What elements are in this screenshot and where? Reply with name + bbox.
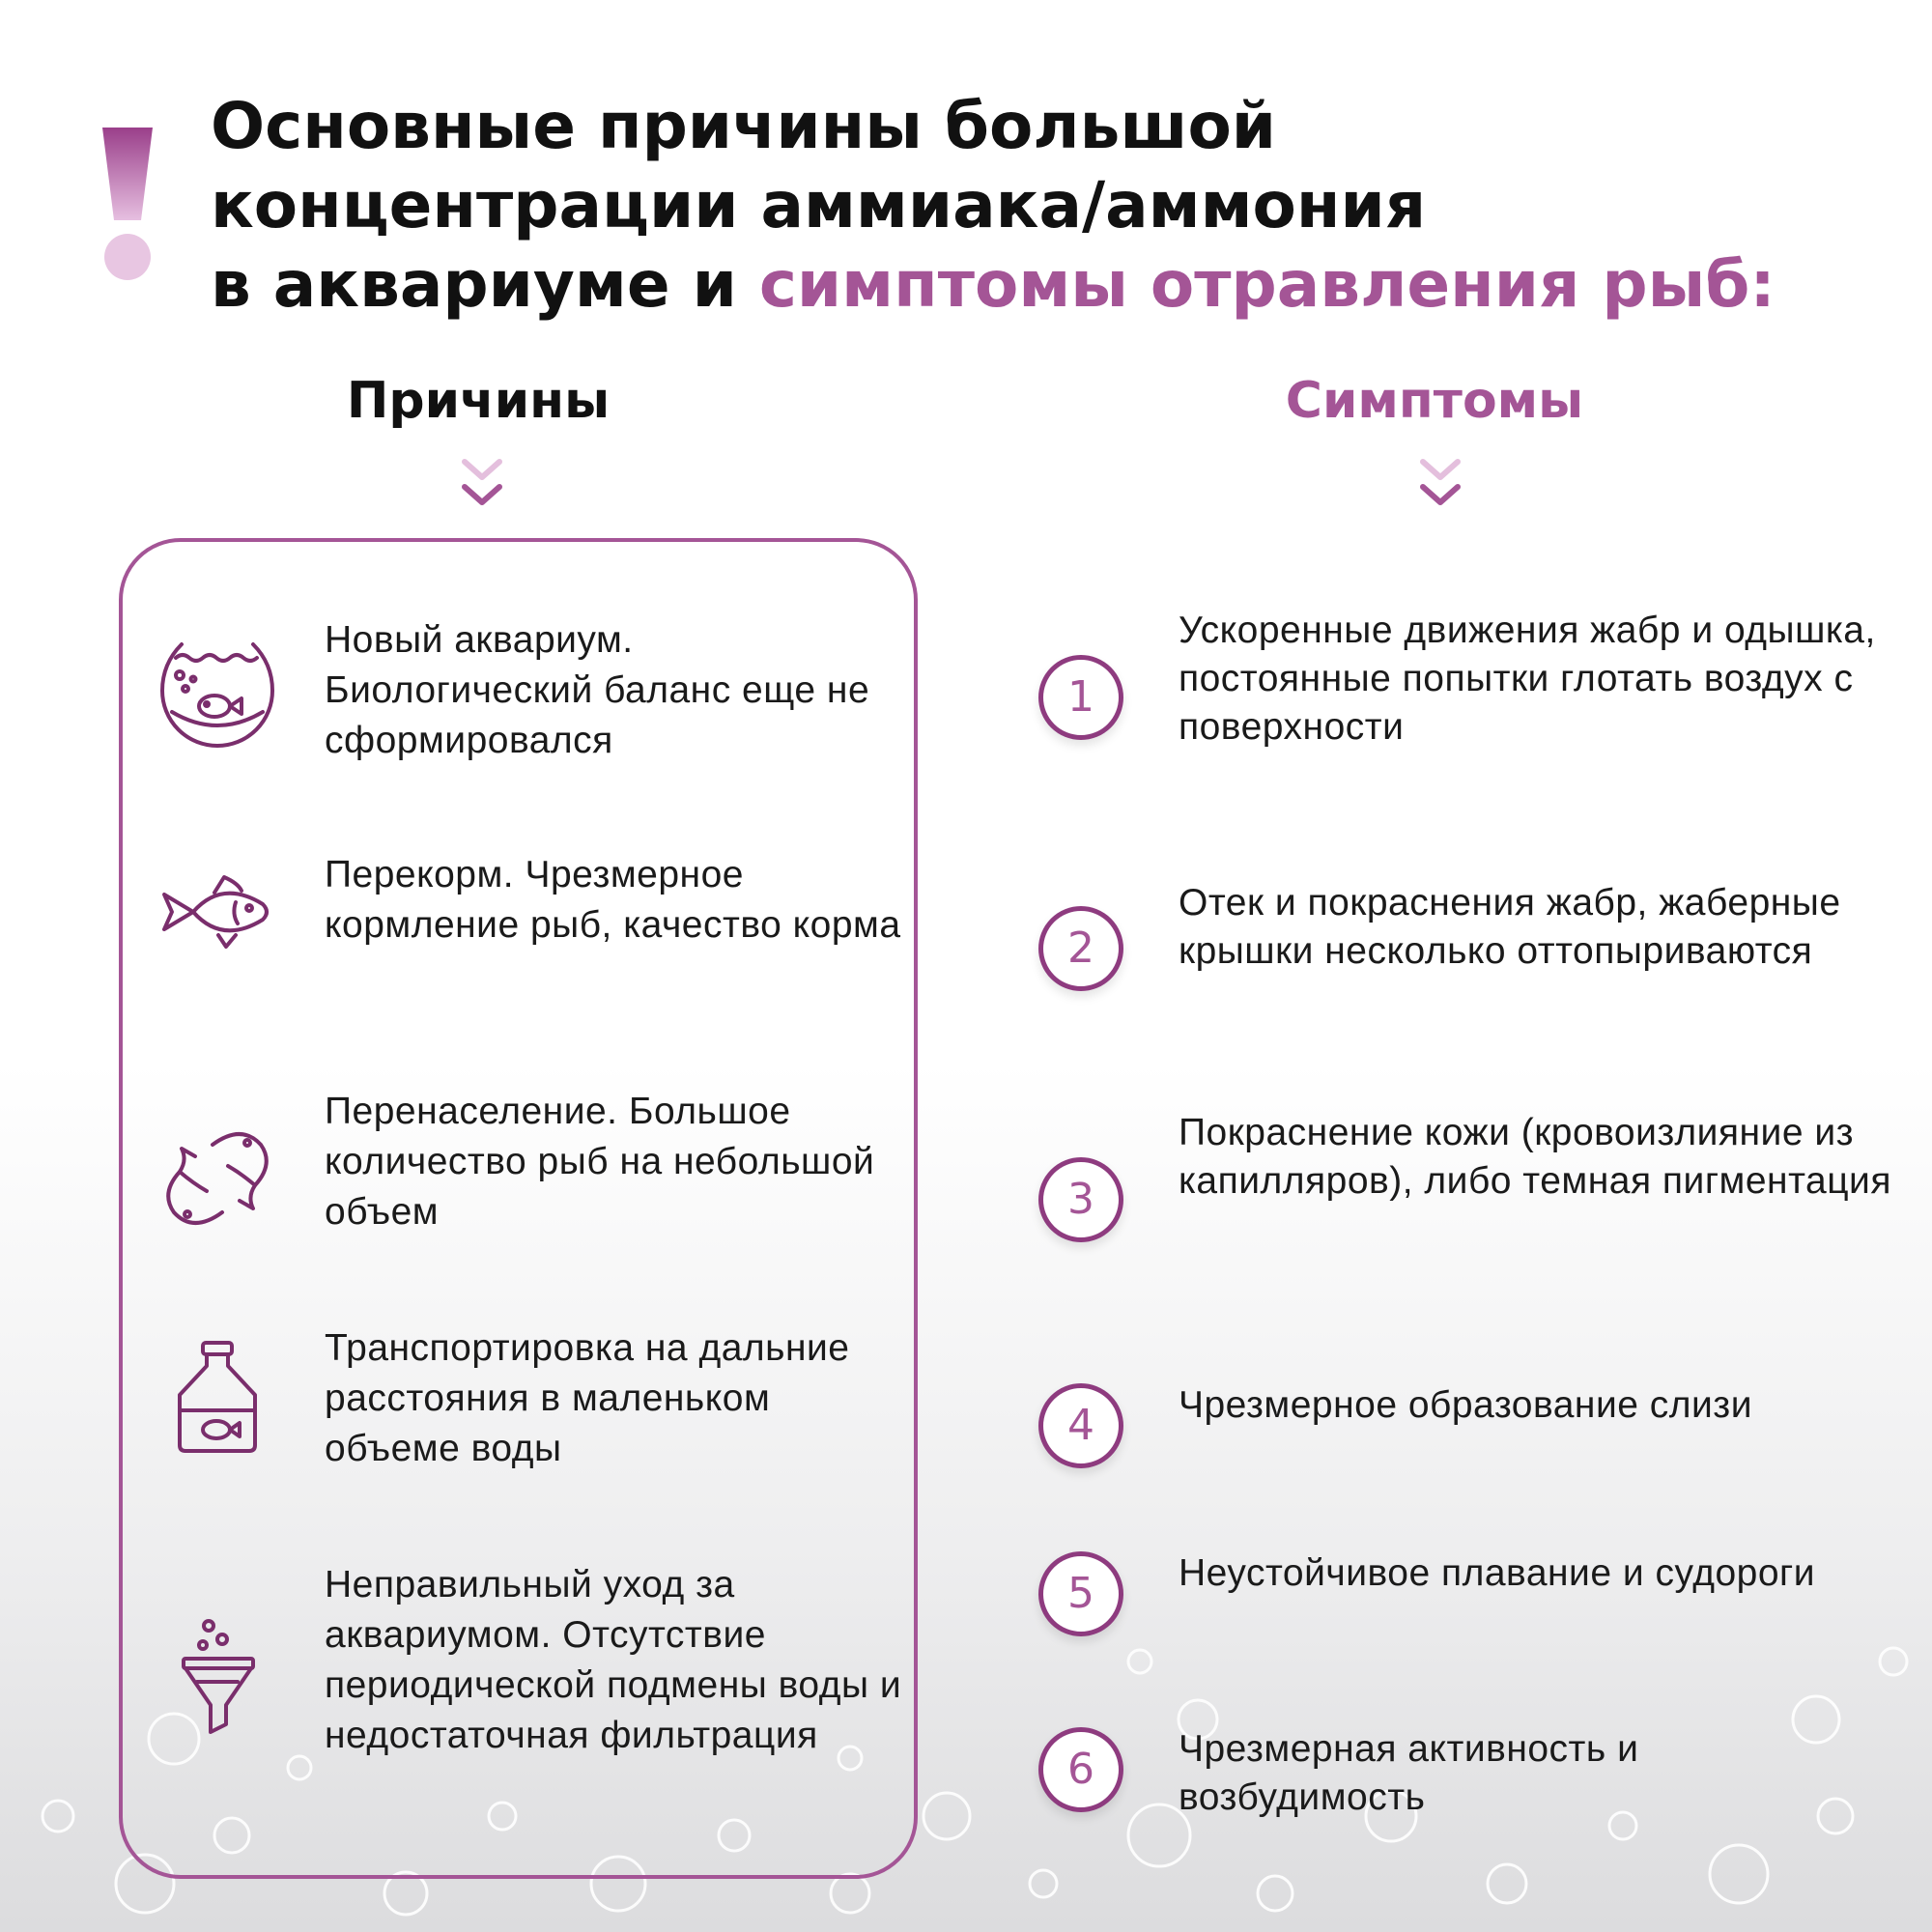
two-fish-icon: [155, 1116, 280, 1241]
title-line-3-plain: в аквариуме и: [211, 247, 759, 322]
filter-funnel-icon: [155, 1618, 280, 1744]
step-number-badge: 3: [1038, 1157, 1123, 1242]
symptom-text: Неустойчивое плавание и судороги: [1179, 1552, 1816, 1594]
step-number-badge: 1: [1038, 655, 1123, 740]
symptom-text: Чрезмерная активность и возбудимость: [1179, 1728, 1639, 1818]
page-title: [211, 87, 1853, 325]
causes-heading: Причины: [346, 372, 611, 430]
symptoms-heading: Симптомы: [1285, 372, 1584, 430]
step-number-badge: 4: [1038, 1383, 1123, 1468]
step-number-badge: 6: [1038, 1727, 1123, 1812]
step-number-badge: 5: [1038, 1551, 1123, 1636]
title-line-2: концентрации аммиака/аммония: [211, 168, 1427, 242]
symptom-text: Ускоренные движения жабр и одышка, постоянные попытки глотать воздух с поверхности: [1179, 610, 1876, 748]
step-number-badge: 2: [1038, 906, 1123, 991]
symptom-text: Чрезмерное образование слизи: [1179, 1384, 1752, 1426]
fish-icon: [155, 850, 280, 976]
title-line-1: Основные причины большой: [211, 89, 1277, 163]
cause-text: Новый аквариум. Биологический баланс еще не сформировался: [325, 619, 870, 761]
chevron-down-icon: [1417, 456, 1463, 514]
cause-text: Неправильный уход за аквариумом. Отсутствие периодической подмены воды и недостаточная фильтрация: [325, 1564, 902, 1756]
fishbowl-icon: [155, 625, 280, 751]
fish-bag-icon: [155, 1337, 280, 1463]
exclamation-icon: [89, 124, 166, 288]
chevron-down-icon: [459, 456, 505, 514]
cause-text: Перенаселение. Большое количество рыб на небольшой объем: [325, 1091, 875, 1233]
symptom-text: Покраснение кожи (кровоизлияние из капилляров), либо темная пигментация: [1179, 1112, 1891, 1202]
cause-text: Транспортировка на дальние расстояния в маленьком объеме воды: [325, 1327, 850, 1469]
symptom-text: Отек и покраснения жабр, жаберные крышки несколько оттопыриваются: [1179, 882, 1841, 972]
cause-text: Перекорм. Чрезмерное кормление рыб, качество корма: [325, 854, 901, 946]
title-line-3: [211, 245, 1853, 325]
title-line-3-accent: симптомы отравления рыб:: [758, 247, 1776, 322]
